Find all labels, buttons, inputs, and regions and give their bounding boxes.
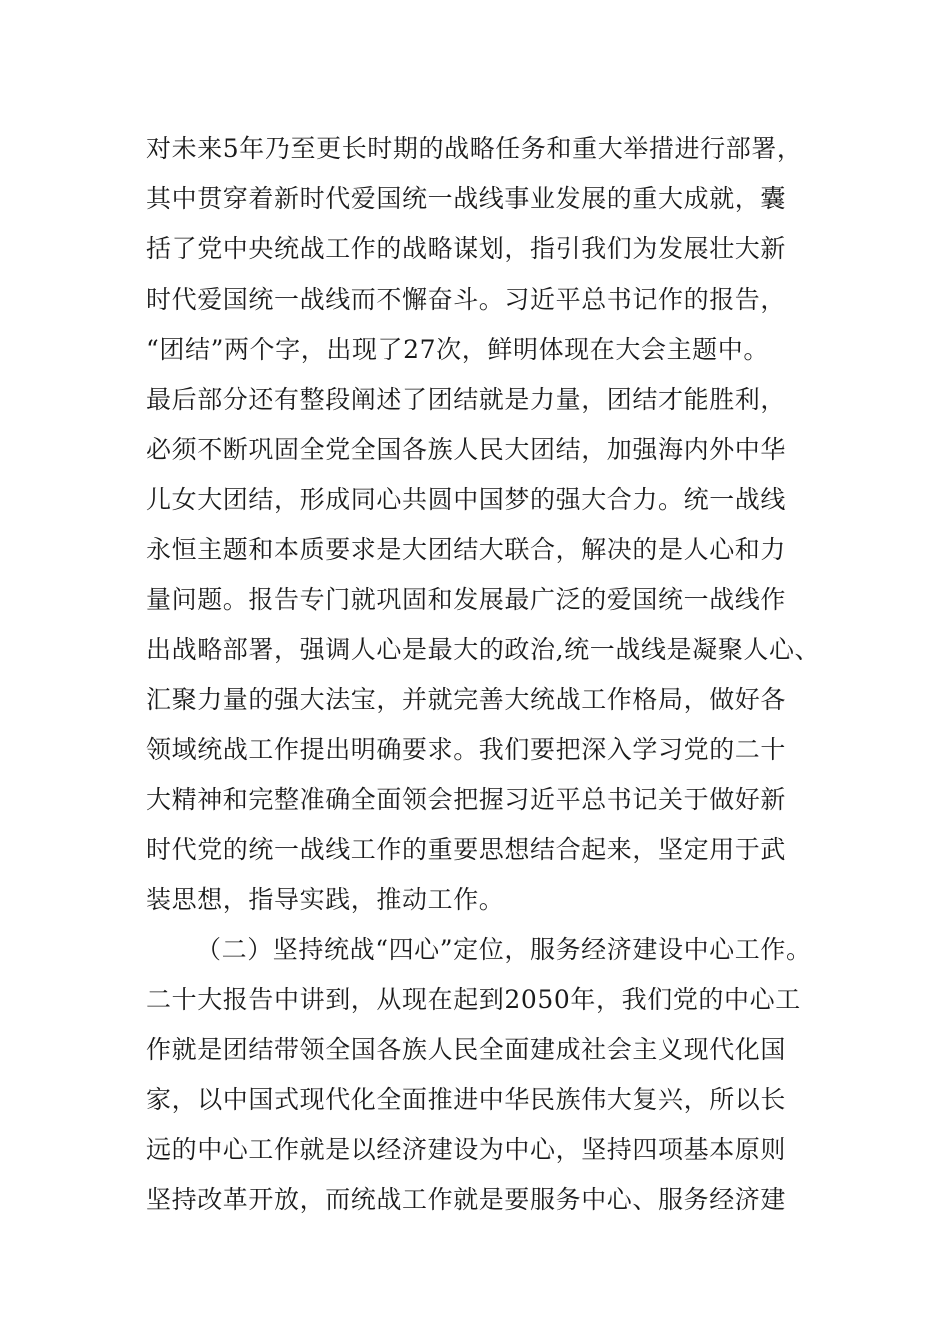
text-line-13: 领域统战工作提出明确要求。我们要把深入学习党的二十 <box>146 735 787 764</box>
section-heading-2: （二）坚持统战“四心”定位，服务经济建设中心工作。 <box>196 935 812 964</box>
text-line-4: 时代爱国统一战线而不懈奋斗。习近平总书记作的报告， <box>146 285 787 314</box>
text-line-18: 二十大报告中讲到，从现在起到2050年，我们党的中心工 <box>146 985 801 1014</box>
text-line-8: 儿女大团结，形成同心共圆中国梦的强大合力。统一战线 <box>146 485 787 514</box>
text-line-3: 括了党中央统战工作的战略谋划，指引我们为发展壮大新 <box>146 234 787 263</box>
text-line-20: 家，以中国式现代化全面推进中华民族伟大复兴，所以长 <box>146 1085 787 1114</box>
text-line-22: 坚持改革开放，而统战工作就是要服务中心、服务经济建 <box>146 1185 787 1214</box>
text-line-9: 永恒主题和本质要求是大团结大联合，解决的是人心和力 <box>146 535 787 564</box>
text-line-11: 出战略部署，强调人心是最大的政治,统一战线是凝聚人心、 <box>146 635 821 664</box>
text-line-19: 作就是团结带领全国各族人民全面建成社会主义现代化国 <box>146 1035 787 1064</box>
text-line-6: 最后部分还有整段阐述了团结就是力量，团结才能胜利， <box>146 385 787 414</box>
text-line-1: 对未来5年乃至更长时期的战略任务和重大举措进行部署， <box>146 134 803 163</box>
text-line-21: 远的中心工作就是以经济建设为中心，坚持四项基本原则 <box>146 1135 787 1164</box>
text-line-12: 汇聚力量的强大法宝，并就完善大统战工作格局，做好各 <box>146 685 787 714</box>
text-line-16: 装思想，指导实践，推动工作。 <box>146 885 505 914</box>
text-line-5: “团结”两个字，出现了27次，鲜明体现在大会主题中。 <box>146 335 769 364</box>
text-line-2: 其中贯穿着新时代爱国统一战线事业发展的重大成就，囊 <box>146 184 787 213</box>
text-line-15: 时代党的统一战线工作的重要思想结合起来，坚定用于武 <box>146 835 787 864</box>
text-line-7: 必须不断巩固全党全国各族人民大团结，加强海内外中华 <box>146 435 787 464</box>
text-line-10: 量问题。报告专门就巩固和发展最广泛的爱国统一战线作 <box>146 585 787 614</box>
text-line-14: 大精神和完整准确全面领会把握习近平总书记关于做好新 <box>146 785 787 814</box>
